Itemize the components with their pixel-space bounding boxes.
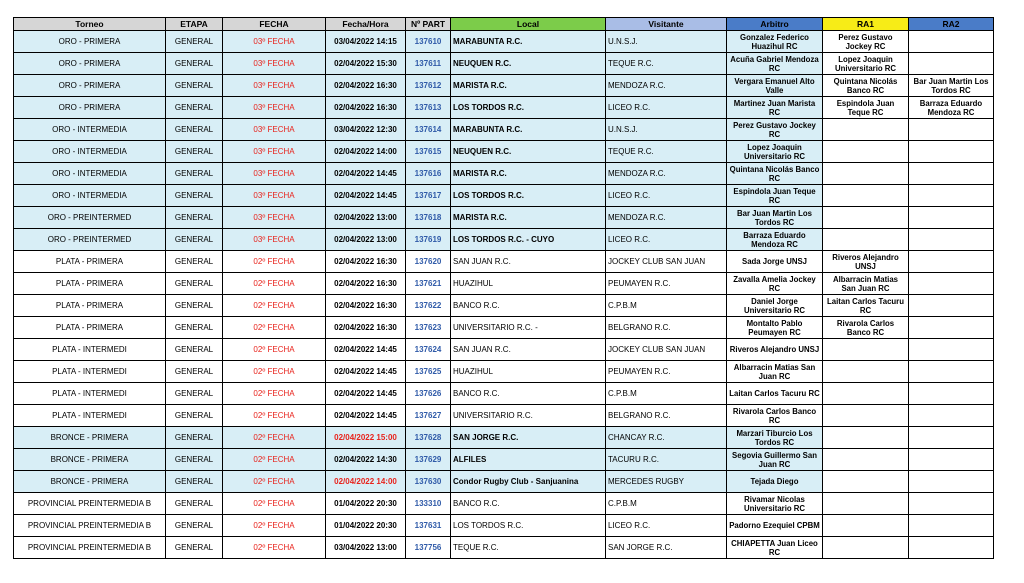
cell-arbitro: Segovia Guillermo San Juan RC [727,449,823,471]
cell-fecha: 03º FECHA [223,207,326,229]
cell-visitante: TEQUE R.C. [606,53,727,75]
cell-visitante: LICEO R.C. [606,229,727,251]
fixture-sheet [13,17,994,559]
cell-local: BANCO R.C. [451,383,606,405]
cell-part: 137627 [406,405,451,427]
cell-ra1: Espindola Juan Teque RC [823,97,909,119]
table-row [14,405,994,427]
cell-ra2: Bar Juan Martin Los Tordos RC [909,75,994,97]
table-row [14,207,994,229]
cell-arbitro: Martinez Juan Marista RC [727,97,823,119]
table-row [14,537,994,559]
cell-torneo: PLATA - INTERMEDI [14,339,166,361]
table-row [14,427,994,449]
table-row [14,75,994,97]
cell-ra2 [909,339,994,361]
cell-fecha: 02º FECHA [223,383,326,405]
cell-ra1 [823,471,909,493]
cell-local: BANCO R.C. [451,295,606,317]
cell-ra1 [823,427,909,449]
cell-local: UNIVERSITARIO R.C. - [451,317,606,339]
cell-torneo: PLATA - PRIMERA [14,295,166,317]
table-row [14,31,994,53]
column-header-ra1: RA1 [823,18,909,31]
cell-fecha: 02º FECHA [223,493,326,515]
cell-hora: 01/04/2022 20:30 [326,493,406,515]
cell-fecha: 03º FECHA [223,163,326,185]
cell-fecha: 03º FECHA [223,141,326,163]
cell-part: 137628 [406,427,451,449]
cell-arbitro: Rivamar Nicolas Universitario RC [727,493,823,515]
cell-etapa: GENERAL [166,515,223,537]
cell-ra1: Lopez Joaquin Universitario RC [823,53,909,75]
cell-hora: 02/04/2022 16:30 [326,75,406,97]
cell-fecha: 03º FECHA [223,229,326,251]
cell-fecha: 02º FECHA [223,251,326,273]
cell-hora: 02/04/2022 14:00 [326,471,406,493]
cell-local: UNIVERSITARIO R.C. [451,405,606,427]
cell-hora: 03/04/2022 14:15 [326,31,406,53]
cell-local: LOS TORDOS R.C. [451,97,606,119]
cell-visitante: BELGRANO R.C. [606,405,727,427]
cell-ra1: Laitan Carlos Tacuru RC [823,295,909,317]
cell-ra1 [823,229,909,251]
cell-torneo: ORO - INTERMEDIA [14,141,166,163]
cell-hora: 02/04/2022 14:30 [326,449,406,471]
cell-part: 137621 [406,273,451,295]
cell-part: 137625 [406,361,451,383]
cell-ra1 [823,383,909,405]
cell-arbitro: Perez Gustavo Jockey RC [727,119,823,141]
cell-ra1 [823,141,909,163]
cell-etapa: GENERAL [166,207,223,229]
cell-local: MARISTA R.C. [451,75,606,97]
table-row [14,339,994,361]
cell-local: HUAZIHUL [451,361,606,383]
cell-torneo: PROVINCIAL PREINTERMEDIA B [14,515,166,537]
fixture-table [13,17,994,559]
cell-part: 137631 [406,515,451,537]
table-row [14,361,994,383]
cell-torneo: ORO - INTERMEDIA [14,185,166,207]
cell-arbitro: Montalto Pablo Peumayen RC [727,317,823,339]
cell-etapa: GENERAL [166,405,223,427]
cell-visitante: PEUMAYEN R.C. [606,273,727,295]
cell-torneo: PROVINCIAL PREINTERMEDIA B [14,493,166,515]
cell-local: SAN JORGE R.C. [451,427,606,449]
cell-visitante: MENDOZA R.C. [606,207,727,229]
cell-ra2 [909,493,994,515]
cell-visitante: C.P.B.M [606,493,727,515]
cell-part: 137623 [406,317,451,339]
cell-ra2 [909,207,994,229]
cell-arbitro: Albarracin Matias San Juan RC [727,361,823,383]
cell-fecha: 02º FECHA [223,273,326,295]
cell-hora: 02/04/2022 14:45 [326,339,406,361]
cell-visitante: LICEO R.C. [606,515,727,537]
cell-local: SAN JUAN R.C. [451,339,606,361]
cell-ra1 [823,537,909,559]
column-header-fecha: FECHA [223,18,326,31]
cell-fecha: 03º FECHA [223,185,326,207]
cell-hora: 02/04/2022 16:30 [326,273,406,295]
cell-arbitro: Sada Jorge UNSJ [727,251,823,273]
table-row [14,53,994,75]
cell-visitante: SAN JORGE R.C. [606,537,727,559]
cell-etapa: GENERAL [166,471,223,493]
table-row [14,97,994,119]
cell-arbitro: Zavalla Amelia Jockey RC [727,273,823,295]
cell-arbitro: Daniel Jorge Universitario RC [727,295,823,317]
cell-hora: 02/04/2022 14:45 [326,185,406,207]
cell-ra2 [909,141,994,163]
cell-part: 137626 [406,383,451,405]
cell-ra1 [823,405,909,427]
cell-hora: 02/04/2022 14:00 [326,141,406,163]
cell-visitante: U.N.S.J. [606,31,727,53]
table-row [14,295,994,317]
cell-ra1 [823,119,909,141]
cell-hora: 02/04/2022 13:00 [326,207,406,229]
cell-torneo: PLATA - INTERMEDI [14,361,166,383]
cell-etapa: GENERAL [166,75,223,97]
cell-part: 137614 [406,119,451,141]
cell-torneo: ORO - INTERMEDIA [14,119,166,141]
cell-arbitro: Marzari Tiburcio Los Tordos RC [727,427,823,449]
cell-fecha: 02º FECHA [223,537,326,559]
cell-arbitro: Espindola Juan Teque RC [727,185,823,207]
cell-ra2 [909,31,994,53]
cell-arbitro: Bar Juan Martin Los Tordos RC [727,207,823,229]
cell-torneo: PROVINCIAL PREINTERMEDIA B [14,537,166,559]
cell-etapa: GENERAL [166,141,223,163]
cell-visitante: MENDOZA R.C. [606,163,727,185]
cell-ra1 [823,163,909,185]
table-row [14,119,994,141]
cell-ra2 [909,119,994,141]
cell-part: 137630 [406,471,451,493]
column-header-visitante: Visitante [606,18,727,31]
cell-torneo: ORO - INTERMEDIA [14,163,166,185]
cell-ra2 [909,273,994,295]
column-header-arbitro: Arbitro [727,18,823,31]
cell-arbitro: Vergara Emanuel Alto Valle [727,75,823,97]
table-row [14,515,994,537]
cell-fecha: 02º FECHA [223,295,326,317]
column-header-etapa: ETAPA [166,18,223,31]
cell-fecha: 03º FECHA [223,75,326,97]
table-row [14,251,994,273]
cell-arbitro: Rivarola Carlos Banco RC [727,405,823,427]
cell-torneo: PLATA - PRIMERA [14,251,166,273]
cell-part: 137612 [406,75,451,97]
cell-ra1: Quintana Nicolás Banco RC [823,75,909,97]
cell-hora: 02/04/2022 13:00 [326,229,406,251]
cell-ra1 [823,185,909,207]
cell-torneo: PLATA - INTERMEDI [14,383,166,405]
cell-hora: 02/04/2022 15:00 [326,427,406,449]
cell-etapa: GENERAL [166,119,223,141]
cell-part: 137619 [406,229,451,251]
column-header-ra2: RA2 [909,18,994,31]
cell-etapa: GENERAL [166,295,223,317]
table-row [14,185,994,207]
cell-visitante: C.P.B.M [606,383,727,405]
cell-fecha: 02º FECHA [223,405,326,427]
cell-etapa: GENERAL [166,427,223,449]
cell-ra2 [909,383,994,405]
cell-hora: 02/04/2022 14:45 [326,405,406,427]
cell-torneo: BRONCE - PRIMERA [14,471,166,493]
cell-ra1: Albarracin Matias San Juan RC [823,273,909,295]
cell-ra2 [909,317,994,339]
cell-ra2 [909,537,994,559]
cell-arbitro: Quintana Nicolás Banco RC [727,163,823,185]
cell-arbitro: CHIAPETTA Juan Liceo RC [727,537,823,559]
cell-ra1 [823,361,909,383]
cell-local: ALFILES [451,449,606,471]
cell-torneo: PLATA - INTERMEDI [14,405,166,427]
cell-local: TEQUE R.C. [451,537,606,559]
cell-etapa: GENERAL [166,163,223,185]
cell-ra2 [909,295,994,317]
cell-arbitro: Acuña Gabriel Mendoza RC [727,53,823,75]
cell-fecha: 02º FECHA [223,317,326,339]
cell-ra2 [909,53,994,75]
cell-arbitro: Tejada Diego [727,471,823,493]
cell-fecha: 03º FECHA [223,53,326,75]
column-header-local: Local [451,18,606,31]
cell-ra2 [909,427,994,449]
cell-ra1: Perez Gustavo Jockey RC [823,31,909,53]
cell-local: MARABUNTA R.C. [451,119,606,141]
cell-torneo: PLATA - PRIMERA [14,273,166,295]
cell-part: 137618 [406,207,451,229]
cell-ra2 [909,229,994,251]
cell-etapa: GENERAL [166,361,223,383]
cell-part: 137629 [406,449,451,471]
cell-ra1 [823,493,909,515]
cell-ra2 [909,471,994,493]
cell-torneo: BRONCE - PRIMERA [14,427,166,449]
cell-hora: 02/04/2022 14:45 [326,163,406,185]
cell-visitante: JOCKEY CLUB SAN JUAN [606,339,727,361]
cell-part: 137624 [406,339,451,361]
cell-part: 137620 [406,251,451,273]
cell-hora: 02/04/2022 14:45 [326,361,406,383]
cell-etapa: GENERAL [166,493,223,515]
cell-arbitro: Laitan Carlos Tacuru RC [727,383,823,405]
cell-local: SAN JUAN R.C. [451,251,606,273]
table-row [14,163,994,185]
fixture-body [14,31,994,559]
cell-torneo: ORO - PREINTERMED [14,207,166,229]
cell-fecha: 02º FECHA [223,339,326,361]
cell-torneo: ORO - PRIMERA [14,75,166,97]
cell-fecha: 02º FECHA [223,471,326,493]
cell-etapa: GENERAL [166,53,223,75]
cell-ra2 [909,361,994,383]
cell-etapa: GENERAL [166,251,223,273]
cell-etapa: GENERAL [166,339,223,361]
cell-arbitro: Padorno Ezequiel CPBM [727,515,823,537]
table-row [14,471,994,493]
table-row [14,229,994,251]
cell-fecha: 03º FECHA [223,119,326,141]
cell-fecha: 02º FECHA [223,427,326,449]
cell-etapa: GENERAL [166,97,223,119]
cell-hora: 01/04/2022 20:30 [326,515,406,537]
cell-torneo: ORO - PRIMERA [14,31,166,53]
cell-torneo: ORO - PRIMERA [14,97,166,119]
column-header-fecha-hora: Fecha/Hora [326,18,406,31]
cell-visitante: CHANCAY R.C. [606,427,727,449]
cell-hora: 02/04/2022 14:45 [326,383,406,405]
cell-ra2 [909,163,994,185]
table-row [14,493,994,515]
cell-hora: 02/04/2022 16:30 [326,251,406,273]
cell-arbitro: Lopez Joaquin Universitario RC [727,141,823,163]
table-row [14,449,994,471]
cell-ra1 [823,207,909,229]
cell-visitante: MENDOZA R.C. [606,75,727,97]
cell-local: LOS TORDOS R.C. - CUYO [451,229,606,251]
cell-ra2: Barraza Eduardo Mendoza RC [909,97,994,119]
cell-hora: 03/04/2022 12:30 [326,119,406,141]
cell-part: 137610 [406,31,451,53]
cell-visitante: PEUMAYEN R.C. [606,361,727,383]
cell-etapa: GENERAL [166,31,223,53]
cell-part: 137756 [406,537,451,559]
cell-torneo: BRONCE - PRIMERA [14,449,166,471]
cell-ra2 [909,405,994,427]
cell-fecha: 02º FECHA [223,361,326,383]
header-row [14,18,994,31]
cell-arbitro: Riveros Alejandro UNSJ [727,339,823,361]
table-row [14,273,994,295]
cell-ra1 [823,515,909,537]
cell-hora: 02/04/2022 16:30 [326,317,406,339]
cell-hora: 02/04/2022 16:30 [326,295,406,317]
cell-arbitro: Barraza Eduardo Mendoza RC [727,229,823,251]
cell-ra2 [909,185,994,207]
cell-part: 137622 [406,295,451,317]
cell-local: LOS TORDOS R.C. [451,185,606,207]
cell-fecha: 03º FECHA [223,31,326,53]
cell-part: 133310 [406,493,451,515]
cell-ra2 [909,449,994,471]
cell-fecha: 02º FECHA [223,515,326,537]
cell-local: NEUQUEN R.C. [451,53,606,75]
cell-visitante: LICEO R.C. [606,185,727,207]
table-row [14,383,994,405]
cell-torneo: PLATA - PRIMERA [14,317,166,339]
cell-part: 137611 [406,53,451,75]
cell-torneo: ORO - PRIMERA [14,53,166,75]
cell-etapa: GENERAL [166,537,223,559]
cell-local: HUAZIHUL [451,273,606,295]
cell-etapa: GENERAL [166,185,223,207]
cell-local: MARABUNTA R.C. [451,31,606,53]
cell-visitante: LICEO R.C. [606,97,727,119]
cell-local: LOS TORDOS R.C. [451,515,606,537]
cell-ra1: Rivarola Carlos Banco RC [823,317,909,339]
cell-local: NEUQUEN R.C. [451,141,606,163]
column-header-torneo: Torneo [14,18,166,31]
cell-part: 137615 [406,141,451,163]
cell-part: 137613 [406,97,451,119]
cell-visitante: TACURU R.C. [606,449,727,471]
column-header-n-part: Nº PART [406,18,451,31]
cell-local: BANCO R.C. [451,493,606,515]
cell-visitante: JOCKEY CLUB SAN JUAN [606,251,727,273]
cell-etapa: GENERAL [166,449,223,471]
cell-ra2 [909,251,994,273]
cell-local: MARISTA R.C. [451,207,606,229]
cell-local: MARISTA R.C. [451,163,606,185]
cell-hora: 03/04/2022 13:00 [326,537,406,559]
cell-fecha: 02º FECHA [223,449,326,471]
cell-part: 137617 [406,185,451,207]
cell-visitante: U.N.S.J. [606,119,727,141]
cell-visitante: BELGRANO R.C. [606,317,727,339]
cell-visitante: C.P.B.M [606,295,727,317]
cell-part: 137616 [406,163,451,185]
cell-fecha: 03º FECHA [223,97,326,119]
cell-hora: 02/04/2022 16:30 [326,97,406,119]
table-row [14,141,994,163]
cell-ra2 [909,515,994,537]
cell-etapa: GENERAL [166,273,223,295]
cell-etapa: GENERAL [166,317,223,339]
cell-ra1 [823,339,909,361]
cell-hora: 02/04/2022 15:30 [326,53,406,75]
cell-arbitro: Gonzalez Federico Huazihul RC [727,31,823,53]
cell-visitante: MERCEDES RUGBY [606,471,727,493]
cell-ra1: Riveros Alejandro UNSJ [823,251,909,273]
cell-local: Condor Rugby Club - Sanjuanina [451,471,606,493]
cell-etapa: GENERAL [166,229,223,251]
cell-visitante: TEQUE R.C. [606,141,727,163]
cell-torneo: ORO - PREINTERMED [14,229,166,251]
table-row [14,317,994,339]
cell-etapa: GENERAL [166,383,223,405]
cell-ra1 [823,449,909,471]
